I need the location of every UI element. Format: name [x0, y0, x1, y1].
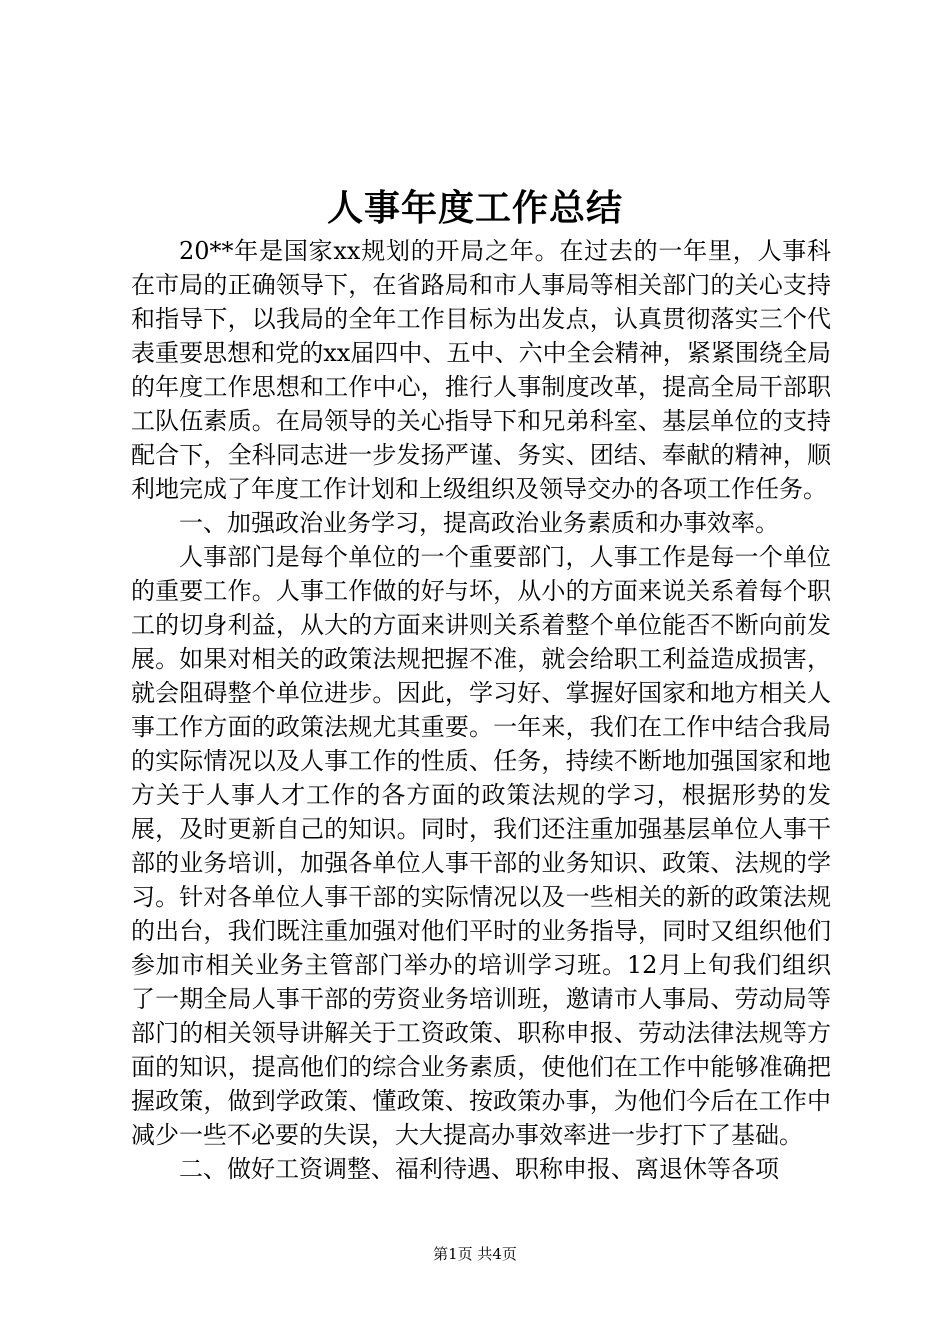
paragraph-intro: 20**年是国家xx规划的开局之年。在过去的一年里，人事科在市局的正确领导下，在省路局和市人事局等相关部门的关心支持和指导下，以我局的全年工作目标为出发点，认真贯彻落实三个代表重要思想和党的xx届四中、五中、六中全会精神，紧紧围绕全局的年度工作思想和工作中心，推行人事制度改革，提高全局干部职工队伍素质。在局领导的关心指导下和兄弟科室、基层单位的支持配合下，全科同志进一步发扬严谨、务实、团结、奉献的精神，顺利地完成了年度工作计划和上级组织及领导交办的各项工作任务。 [131, 237, 831, 503]
page-footer: 第1页 共4页 [433, 1245, 517, 1263]
document-body [131, 234, 831, 1186]
section-heading-1: 一、加强政治业务学习，提高政治业务素质和办事效率。 [179, 509, 779, 537]
document-title: 人事年度工作总结 [326, 187, 623, 229]
paragraph-section-1: 人事部门是每个单位的一个重要部门，人事工作是每一个单位的重要工作。人事工作做的好与坏，从小的方面来说关系着每个职工的切身利益，从大的方面来讲则关系着整个单位能否不断向前发展。如果对相关的政策法规把握不准，就会给职工利益造成损害，就会阻碍整个单位进步。因此，学习好、掌握好国家和地方相关人事工作方面的政策法规尤其重要。一年来，我们在工作中结合我局的实际情况以及人事工作的性质、任务，持续不断地加强国家和地方关于人事人才工作的各方面的政策法规的学习，根据形势的发展，及时更新自己的知识。同时，我们还注重加强基层单位人事干部的业务培训，加强各单位人事干部的业务知识、政策、法规的学习。针对各单位人事干部的实际情况以及一些相关的新的政策法规的出台，我们既注重加强对他们平时的业务指导，同时又组织他们参加市相关业务主管部门举办的培训学习班。12月上旬我们组织了一期全局人事干部的劳资业务培训班，邀请市人事局、劳动局等部门的相关领导讲解关于工资政策、职称申报、劳动法律法规等方面的知识，提高他们的综合业务素质，使他们在工作中能够准确把握政策，做到学政策、懂政策、按政策办事，为他们今后在工作中减少一些不必要的失误，大大提高办事效率进一步打下了基础。 [131, 543, 831, 1149]
section-heading-2: 二、做好工资调整、福利待遇、职称申报、离退休等各项 [179, 1155, 779, 1183]
